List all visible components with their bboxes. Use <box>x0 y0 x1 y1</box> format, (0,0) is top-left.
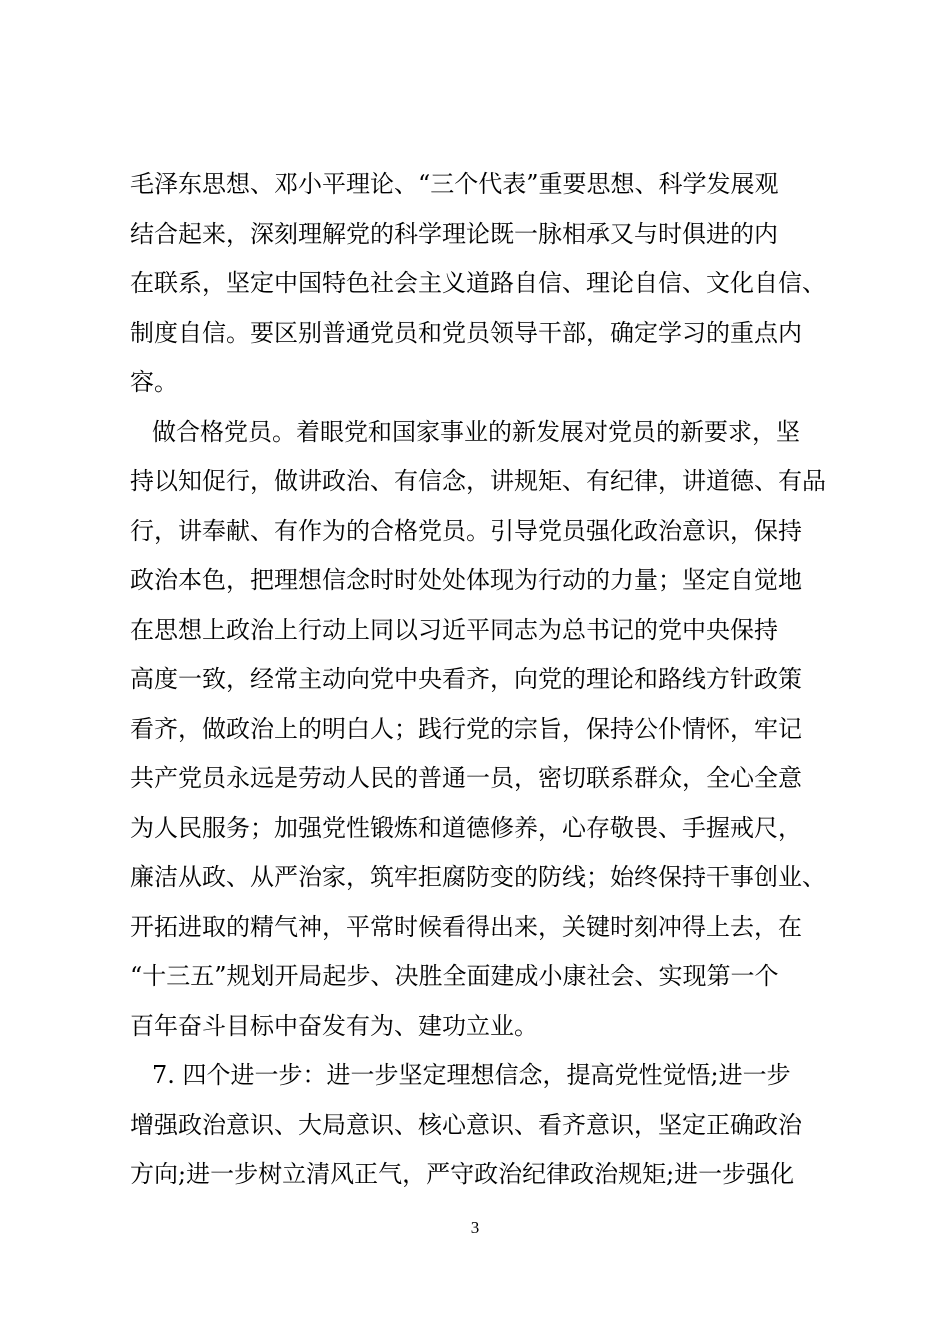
text-line: 结合起来，深刻理解党的科学理论既一脉相承又与时俱进的内 <box>130 219 778 248</box>
text-line: 行，讲奉献、有作为的合格党员。引导党员强化政治意识，保持 <box>130 516 802 545</box>
text-line: 为人民服务；加强党性锻炼和道德修养，心存敬畏、手握戒尺， <box>130 813 802 842</box>
text-line: 制度自信。要区别普通党员和党员领导干部，确定学习的重点内 <box>130 318 802 347</box>
text-line: 容。 <box>130 368 178 396</box>
text-line: 方向;进一步树立清风正气，严守政治纪律政治规矩;进一步强化 <box>130 1160 795 1188</box>
text-line: 做合格党员。着眼党和国家事业的新发展对党员的新要求，坚 <box>152 417 800 446</box>
text-line: 毛泽东思想、邓小平理论、“三个代表”重要思想、科学发展观 <box>130 170 779 198</box>
text-line: 7. 四个进一步：进一步坚定理想信念，提高党性觉悟;进一步 <box>152 1061 791 1089</box>
text-line: “十三五”规划开局起步、决胜全面建成小康社会、实现第一个 <box>130 962 779 990</box>
text-line: 在思想上政治上行动上同以习近平同志为总书记的党中央保持 <box>130 615 778 644</box>
text-line: 高度一致，经常主动向党中央看齐，向党的理论和路线方针政策 <box>130 665 802 693</box>
text-line: 看齐，做政治上的明白人；践行党的宗旨，保持公仆情怀，牢记 <box>130 714 802 743</box>
text-line: 共产党员永远是劳动人民的普通一员，密切联系群众，全心全意 <box>130 764 802 792</box>
text-line: 增强政治意识、大局意识、核心意识、看齐意识，坚定正确政治 <box>130 1110 802 1139</box>
text-line: 开拓进取的精气神，平常时候看得出来，关键时刻冲得上去，在 <box>130 912 802 941</box>
text-line: 政治本色，把理想信念时时处处体现为行动的力量；坚定自觉地 <box>130 566 802 594</box>
text-line: 在联系，坚定中国特色社会主义道路自信、理论自信、文化自信、 <box>130 269 826 297</box>
text-line: 持以知促行，做讲政治、有信念，讲规矩、有纪律，讲道德、有品 <box>130 467 826 495</box>
text-line: 廉洁从政、从严治家，筑牢拒腐防变的防线；始终保持干事创业、 <box>130 863 826 891</box>
page-number: 3 <box>470 1218 480 1237</box>
body-text <box>130 160 830 1200</box>
text-line: 百年奋斗目标中奋发有为、建功立业。 <box>130 1011 538 1040</box>
